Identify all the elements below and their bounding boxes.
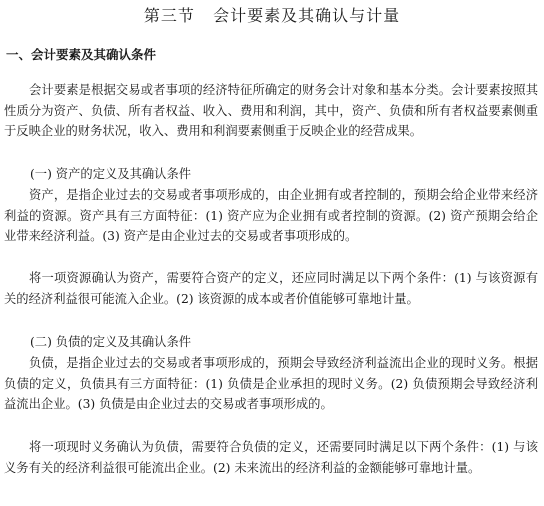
liabilities-heading: (二) 负债的定义及其确认条件	[30, 335, 192, 349]
assets-recognition-paragraph: 将一项资源确认为资产，需要符合资产的定义，还应同时满足以下两个条件：(1) 与该资源有关的经济利益很可能流入企业。(2) 该资源的成本或者价值能够可靠地计量。	[4, 271, 538, 306]
intro-paragraph: 会计要素是根据交易或者事项的经济特征所确定的财务会计对象和基本分类。会计要素按照其性质分为资产、负债、所有者权益、收入、费用和利润，其中，资产、负债和所有者权益要素侧重于反映企业的财务状况，收入、费用和利润要素侧重于反映企业的经营成果。	[4, 83, 538, 138]
liabilities-recognition-paragraph: 将一项现时义务确认为负债，需要符合负债的定义，还需要同时满足以下两个条件：(1) 与该义务有关的经济利益很可能流出企业。(2) 未来流出的经济利益的金额能够可靠地计量。	[4, 440, 538, 475]
section-heading: 一、会计要素及其确认条件	[6, 47, 157, 62]
page-title: 第三节 会计要素及其确认与计量	[143, 6, 401, 25]
assets-heading: (一) 资产的定义及其确认条件	[30, 167, 192, 181]
liabilities-definition-paragraph: 负债，是指企业过去的交易或者事项形成的，预期会导致经济利益流出企业的现时义务。根据负债的定义，负债具有三方面特征：(1) 负债是企业承担的现时义务。(2) 负债预期会导致经济利益流出企业。(3) 负债是由企业过去的交易或者事项形成的。	[4, 356, 538, 411]
assets-definition-paragraph: 资产，是指企业过去的交易或者事项形成的，由企业拥有或者控制的，预期会给企业带来经济利益的资源。资产具有三方面特征：(1) 资产应为企业拥有或者控制的资源。(2) 资产预期会给企业带来经济利益。(3) 资产是由企业过去的交易或者事项形成的。	[4, 188, 538, 243]
